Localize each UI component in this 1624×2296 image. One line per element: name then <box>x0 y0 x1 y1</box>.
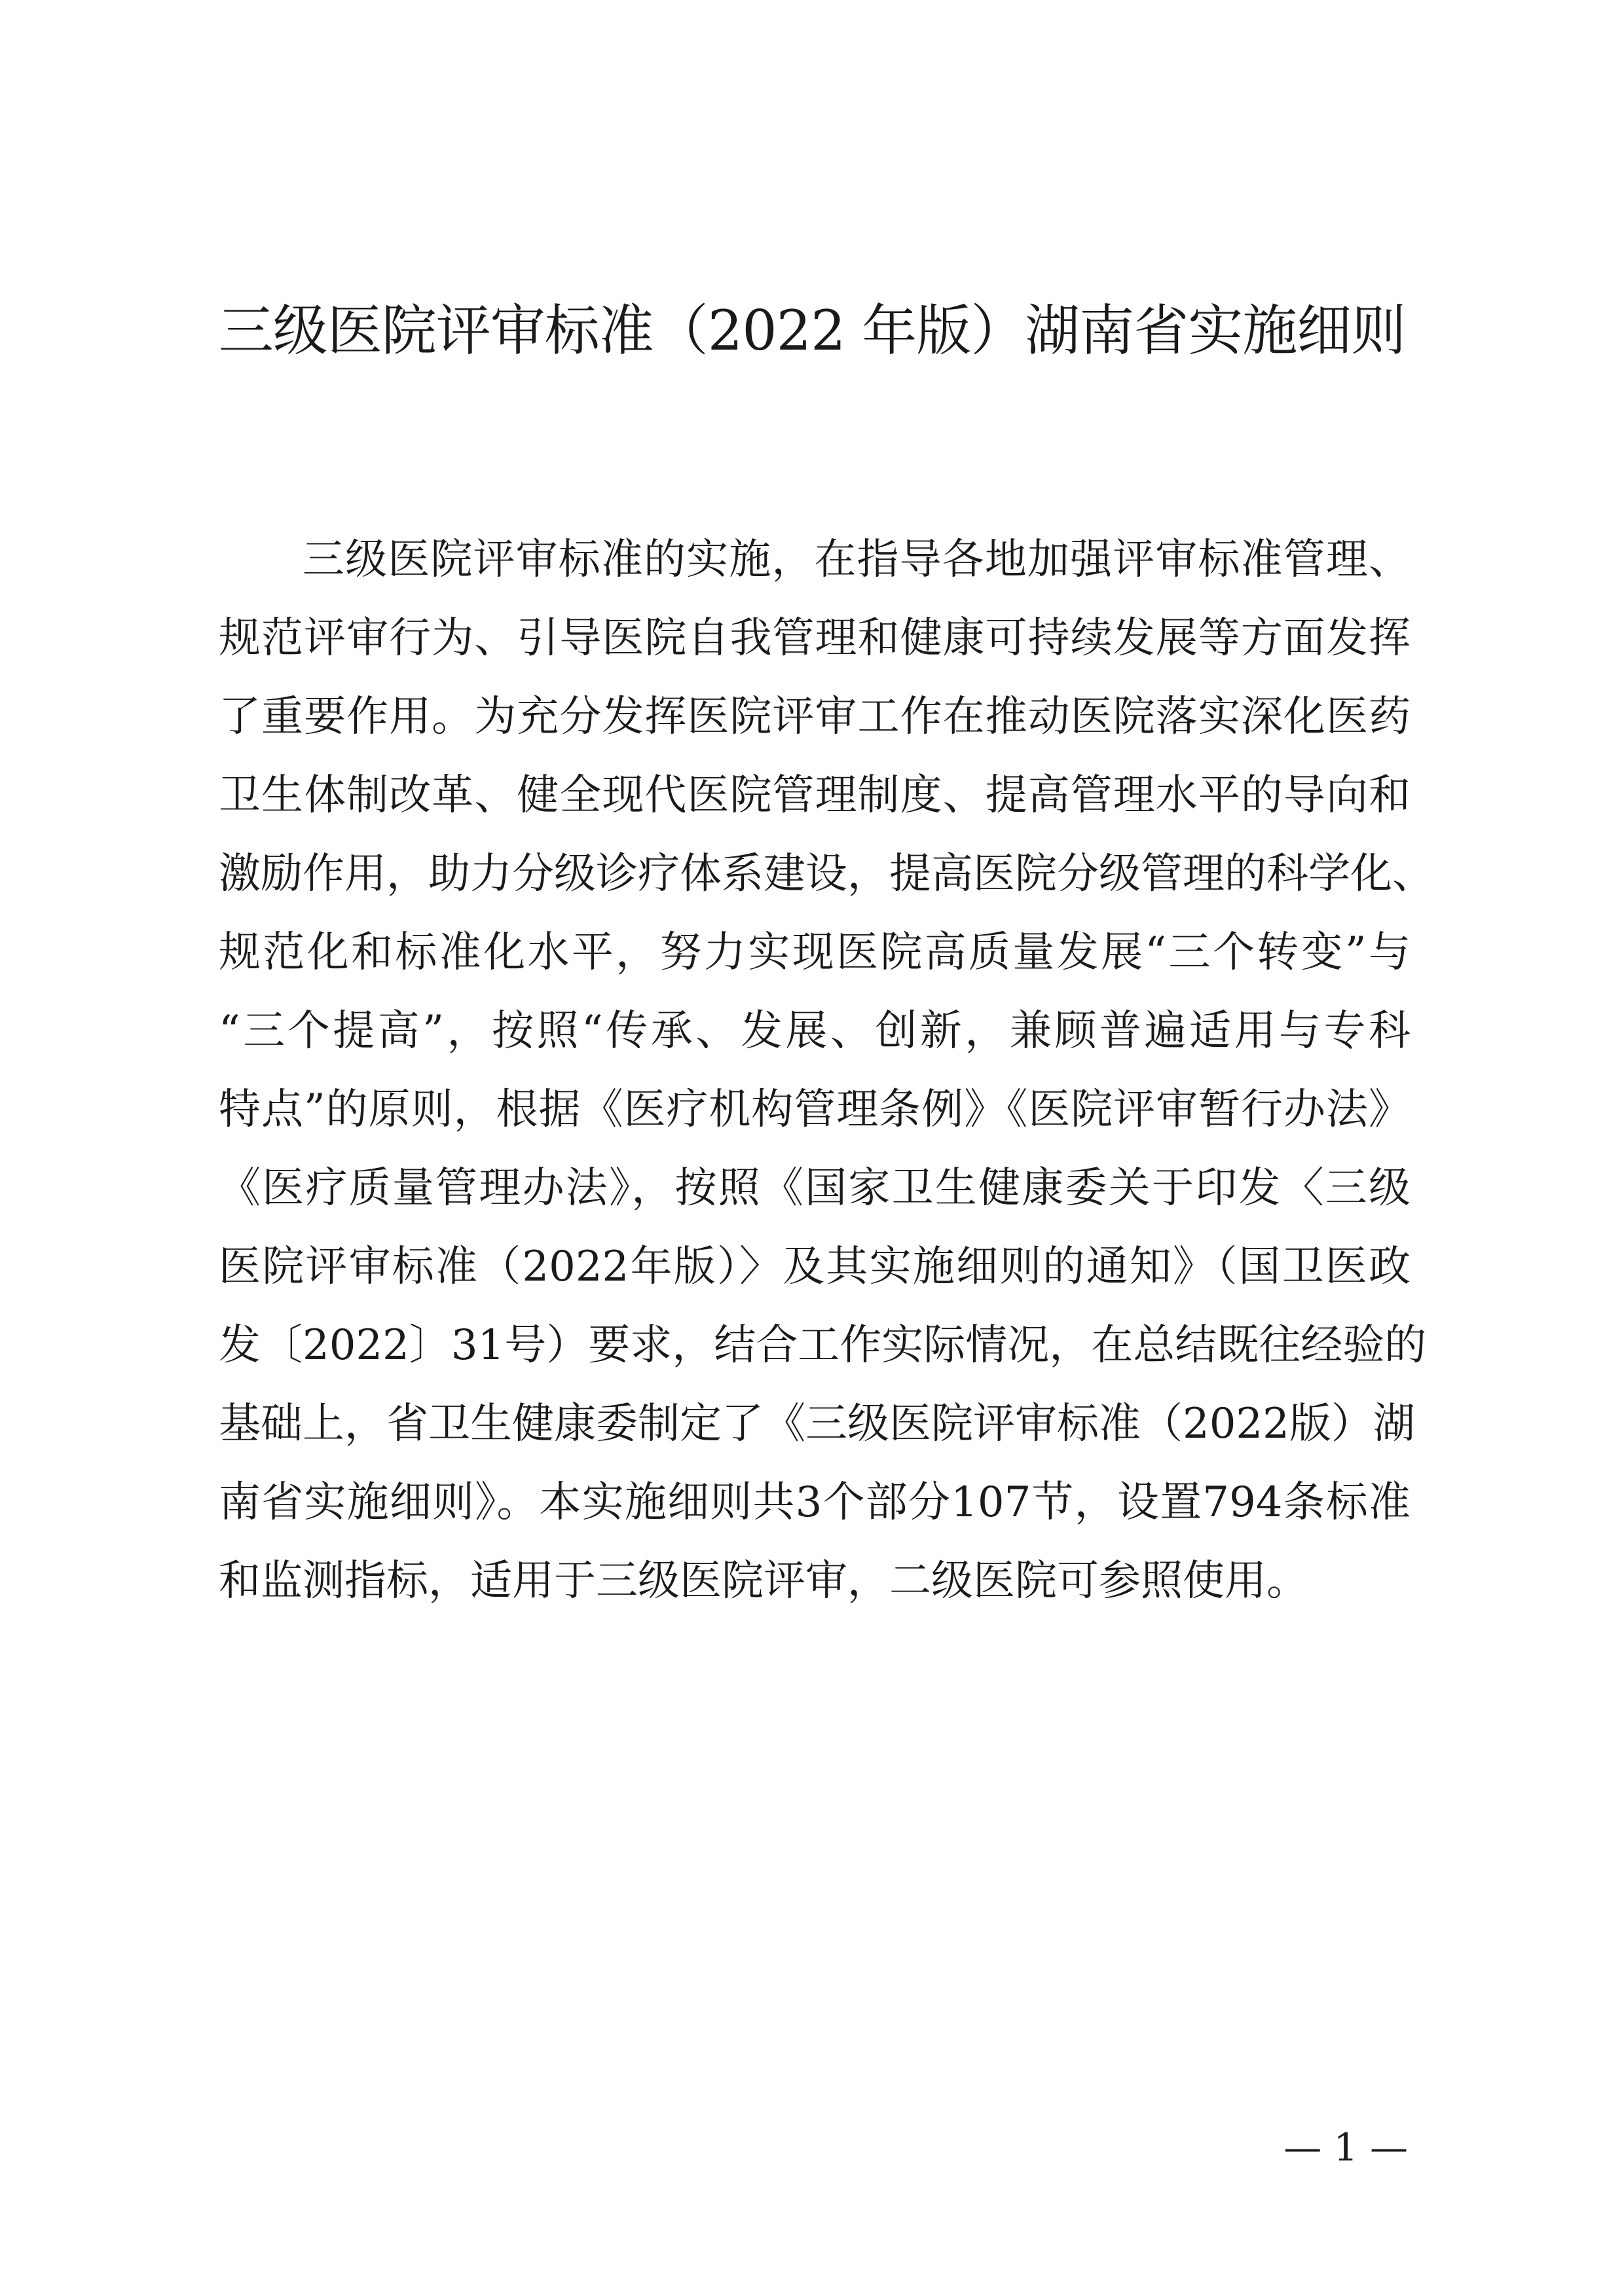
paragraph-line: 规范评审行为、引导医院自我管理和健康可持续发展等方面发挥 <box>219 614 1411 663</box>
paragraph-line: 规范化和标准化水平，努力实现医院高质量发展“三个转变”与 <box>219 928 1411 977</box>
paragraph-line: 南省实施细则》。本实施细则共3个部分107节，设置794条标准 <box>219 1478 1411 1527</box>
paragraph-line: 发〔2022〕31号）要求，结合工作实际情况，在总结既往经验的 <box>219 1321 1427 1370</box>
page-number: — 1 — <box>1283 2125 1408 2170</box>
paragraph-line: 特点”的原则，根据《医疗机构管理条例》《医院评审暂行办法》 <box>219 1085 1411 1134</box>
paragraph-line: 和监测指标，适用于三级医院评审，二级医院可参照使用。 <box>219 1557 1308 1605</box>
paragraph-line: 基础上，省卫生健康委制定了《三级医院评审标准（2022版）湖 <box>219 1400 1415 1448</box>
body-paragraph <box>219 520 1434 1620</box>
paragraph-line: “三个提高”，按照“传承、发展、创新，兼顾普遍适用与专科 <box>219 1007 1411 1055</box>
paragraph-line: 三级医院评审标准的实施，在指导各地加强评审标准管理、 <box>303 536 1411 584</box>
paragraph-line: 医院评审标准（2022年版）〉及其实施细则的通知》（国卫医政 <box>219 1243 1411 1291</box>
document-title: 三级医院评审标准（2022 年版）湖南省实施细则 <box>218 299 1406 363</box>
paragraph-line: 激励作用，助力分级诊疗体系建设，提高医院分级管理的科学化、 <box>219 850 1434 898</box>
paragraph-line: 了重要作用。为充分发挥医院评审工作在推动医院落实深化医药 <box>219 693 1411 741</box>
paragraph-line: 《医疗质量管理办法》，按照《国家卫生健康委关于印发〈三级 <box>219 1164 1411 1212</box>
paragraph-line: 卫生体制改革、健全现代医院管理制度、提高管理水平的导向和 <box>219 771 1411 820</box>
